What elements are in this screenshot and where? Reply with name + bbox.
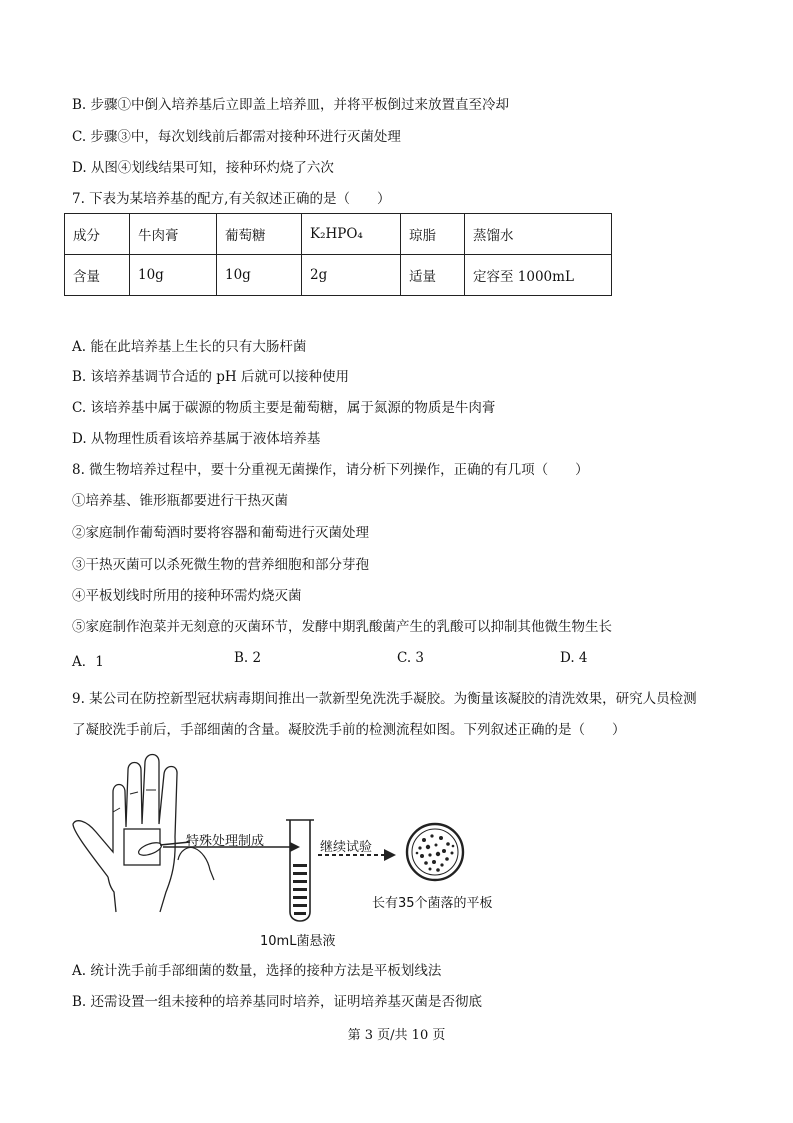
q8-option-b: B. 2 xyxy=(234,650,262,666)
q6-option-d: D. 从图④划线结果可知，接种环灼烧了六次 xyxy=(72,160,334,176)
q9-option-a: A. 统计洗手前手部细菌的数量，选择的接种方法是平板划线法 xyxy=(72,963,442,979)
suspension-liquid xyxy=(293,864,307,915)
q9-stem-line1: 9. 某公司在防控新型冠状病毒期间推出一款新型免洗洗手凝胶。为衡量该凝胶的清洗效果，研究人员检测 xyxy=(72,691,697,707)
table-cell: 10g xyxy=(130,255,217,296)
arrow-head xyxy=(290,842,300,852)
q8-item-4: ④平板划线时所用的接种环需灼烧灭菌 xyxy=(72,588,302,604)
holding-hand xyxy=(178,848,214,881)
dashed-arrow-head xyxy=(384,849,396,861)
q9-stem-line2: 了凝胶洗手前后，手部细菌的含量。凝胶洗手前的检测流程如图。下列叙述正确的是（ ） xyxy=(72,722,626,738)
q8-option-a: A．1 xyxy=(72,654,104,670)
table-row xyxy=(65,214,612,255)
q7-stem: 7. 下表为某培养基的配方,有关叙述正确的是（ ） xyxy=(72,191,391,207)
q8-stem: 8. 微生物培养过程中，要十分重视无菌操作，请分析下列操作，正确的有几项（ ） xyxy=(72,462,589,478)
table-cell: 牛肉膏 xyxy=(130,214,217,255)
q7-option-c: C. 该培养基中属于碳源的物质主要是葡萄糖，属于氮源的物质是牛肉膏 xyxy=(72,400,496,416)
table-cell: K₂HPO₄ xyxy=(302,214,401,255)
arrow2-label: 继续试验 xyxy=(320,840,373,855)
table-cell: 含量 xyxy=(65,255,130,296)
table-cell: 琼脂 xyxy=(401,214,465,255)
figure-drawing xyxy=(68,752,528,952)
table-cell: 2g xyxy=(302,255,401,296)
table-cell: 成分 xyxy=(65,214,130,255)
table-cell: 蒸馏水 xyxy=(465,214,612,255)
table-cell: 适量 xyxy=(401,255,465,296)
q8-item-5: ⑤家庭制作泡菜并无刻意的灭菌环节，发酵中期乳酸菌产生的乳酸可以抑制其他微生物生长 xyxy=(72,619,612,635)
table-row xyxy=(65,255,612,296)
arrow1-label: 特殊处理制成 xyxy=(186,834,265,849)
plate-label: 长有35个菌落的平板 xyxy=(372,896,493,911)
q7-option-a: A. 能在此培养基上生长的只有大肠杆菌 xyxy=(72,339,307,355)
q6-option-c: C. 步骤③中，每次划线前后都需对接种环进行灭菌处理 xyxy=(72,129,401,145)
petri-plate xyxy=(407,824,463,880)
table-cell: 10g xyxy=(217,255,302,296)
q8-item-1: ①培养基、锥形瓶都要进行干热灭菌 xyxy=(72,493,288,509)
hand-outline xyxy=(73,755,177,913)
page-footer: 第 3 页/共 10 页 xyxy=(347,1028,446,1043)
q7-option-d: D. 从物理性质看该培养基属于液体培养基 xyxy=(72,431,321,447)
q8-option-c: C. 3 xyxy=(397,650,425,666)
q7-option-b: B. 该培养基调节合适的 pH 后就可以接种使用 xyxy=(72,369,349,385)
table-cell: 定容至 1000mL xyxy=(465,255,612,296)
q8-item-3: ③干热灭菌可以杀死微生物的营养细胞和部分芽孢 xyxy=(72,557,369,573)
q6-option-b: B. 步骤①中倒入培养基后立即盖上培养皿，并将平板倒过来放置直至冷却 xyxy=(72,97,510,113)
table-cell: 葡萄糖 xyxy=(217,214,302,255)
q8-option-d: D. 4 xyxy=(560,650,588,666)
hand-sampling-figure xyxy=(68,752,528,952)
q9-option-b: B. 还需设置一组未接种的培养基同时培养，证明培养基灭菌是否彻底 xyxy=(72,994,483,1010)
medium-recipe-table xyxy=(64,213,612,296)
bacterial-colonies xyxy=(416,834,455,871)
q8-item-2: ②家庭制作葡萄酒时要将容器和葡萄进行灭菌处理 xyxy=(72,525,369,541)
tube-label: 10mL菌悬液 xyxy=(260,934,336,949)
swab-tip xyxy=(137,840,163,858)
